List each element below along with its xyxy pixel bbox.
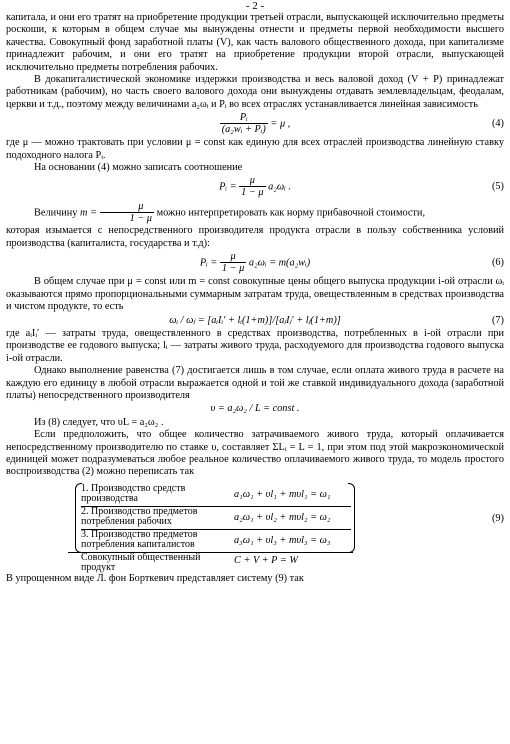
eq4-rhs: = μ ,	[270, 118, 291, 130]
system-row-equation: a₃ω₁ + υl₃ + mυl₃ = ω₃	[234, 534, 331, 546]
paragraph: Если предположить, что общее количество затрачиваемого живого труда, который оплачивается непосредственному производителю по ставке υ, составляет ΣLᵢ = L = 1, при этом под этой макроэкономической единицей может подразумеваться любое реальное количество оплачиваемого живого труда, то модель простого воспроизводства (2) можно переписать так	[6, 429, 504, 478]
eq6-lhs: Pᵢ =	[199, 257, 218, 269]
system-row-label: 2. Производство предметов потребления рабочих	[81, 505, 198, 528]
eq4-denominator: (a₂wᵢ + Pᵢ)	[221, 124, 266, 136]
paragraph: В докапиталистической экономике издержки производства и весь валовой доход (V + P) принадлежат работникам (рабочим), но часть своего валового дохода они вынуждены отдавать землевладельцам, феодалам, церкви и т.д., поэтому между величинами a₂ωᵢ и Pᵢ во всех отраслях устанавливается линейная зависимость	[6, 74, 504, 110]
right-brace	[348, 483, 355, 553]
eq5-rhs: a₂ωᵢ .	[268, 181, 291, 193]
paragraph: где aᵢIᵢ′ — затраты труда, овеществленного в средствах производства, потребленных в i-ой отрасли при производстве ее годового выпуска; lᵢ — затраты живого труда, расходуемого для производства годового выпуска i-ой отрасли.	[6, 327, 504, 364]
eq6-denominator: 1 − μ	[221, 263, 245, 275]
system-row-label: 3. Производство предметов потребления капиталистов	[81, 528, 198, 551]
equation-6	[6, 251, 504, 275]
paragraph: Из (8) следует, что υL = a₂ω₂ .	[34, 416, 164, 428]
eq7-number: (7)	[491, 314, 504, 326]
equation-8	[6, 403, 504, 415]
eq5-lhs: Pᵢ =	[219, 181, 237, 193]
eq5-denominator: 1 − μ	[241, 187, 264, 199]
total-label: Совокупный общественный продукт	[81, 551, 201, 574]
eq5-numerator: μ	[239, 175, 265, 187]
eq6-numerator: μ	[220, 251, 246, 263]
paragraph: которая изымается с непосредственного производителя продукта отрасли в пользу собственника условий производства (капиталиста, государства и т.д):	[6, 225, 504, 249]
page-number: - 2 -	[245, 0, 265, 12]
paragraph: На основании (4) можно записать соотношение	[34, 162, 243, 174]
eq6-number: (6)	[491, 257, 504, 269]
system-row-equation: a₂ω₁ + υl₂ + mυl₂ = ω₂	[234, 511, 331, 523]
eq4-number: (4)	[491, 118, 504, 130]
system-row-equation: a₁ω₁ + υl₁ + mυl₁ = ω₁	[234, 488, 331, 500]
paragraph: В общем случае при μ = const или m = const совокупные цены общего выпуска продукции i-ой отрасли ωᵢ оказываются прямо пропорциональными суммарным затратам труда, овеществленным в средствах производства и чистом продукте, то есть	[6, 276, 504, 313]
paragraph: капитала, и они его тратят на приобретение продукции третьей отрасли, выпускающей исключительно предметы роскоши, к которым в общем случае мы вынуждены отнести и предметы первой необходимости высшего качества. Совокупный фонд заработной платы (V), как часть валового общественного дохода, при капитализме принадлежит рабочим, и они его тратят на приобретение продукции второй отрасли, выпускающей исключительно предметы потребления рабочих.	[6, 12, 504, 73]
eq9-number: (9)	[491, 512, 504, 524]
equation-system-9	[6, 482, 504, 574]
total-equation: C + V + P = W	[234, 554, 298, 566]
equation-5	[6, 175, 504, 199]
eq4-numerator: Pᵢ	[220, 112, 268, 124]
system-row-label: 1. Производство средств производства	[81, 482, 186, 505]
paragraph: Однако выполнение равенства (7) достигается лишь в том случае, если оплата живого труда в расчете на каждую его единицу в любой отрасли выражается одной и той же ставкой индивидуального дохода (заработной платы) непосредственного производителя	[6, 365, 504, 401]
m-denominator: 1 − μ	[129, 213, 152, 225]
paragraph: В упрощенном виде Л. фон Борткевич представляет систему (9) так	[6, 572, 304, 584]
equation-4	[6, 112, 504, 136]
paragraph-norm	[6, 201, 504, 225]
m-numerator: μ	[100, 201, 154, 213]
text: можно интерпретировать как норму прибавочной стоимости,	[156, 207, 426, 219]
m-symbol: m =	[80, 207, 97, 219]
equation-7	[6, 315, 504, 327]
eq8-body: υ = a₂ω₂ / L = const .	[210, 403, 300, 415]
page-body	[6, 12, 504, 585]
paragraph: где μ — можно трактовать при условии μ = const как единую для всех отраслей производства линейную ставку подоходного налога Pᵢ.	[6, 137, 504, 161]
eq6-rhs: a₂ωᵢ = m(a₂wᵢ)	[248, 257, 311, 269]
text: Величину	[34, 207, 78, 219]
eq7-body: ωᵢ / ωⱼ = [aᵢIᵢ′ + lᵢ(1+m)]/[aⱼIⱼ′ + lⱼ(1+m)]	[169, 314, 341, 326]
eq5-number: (5)	[491, 181, 504, 193]
